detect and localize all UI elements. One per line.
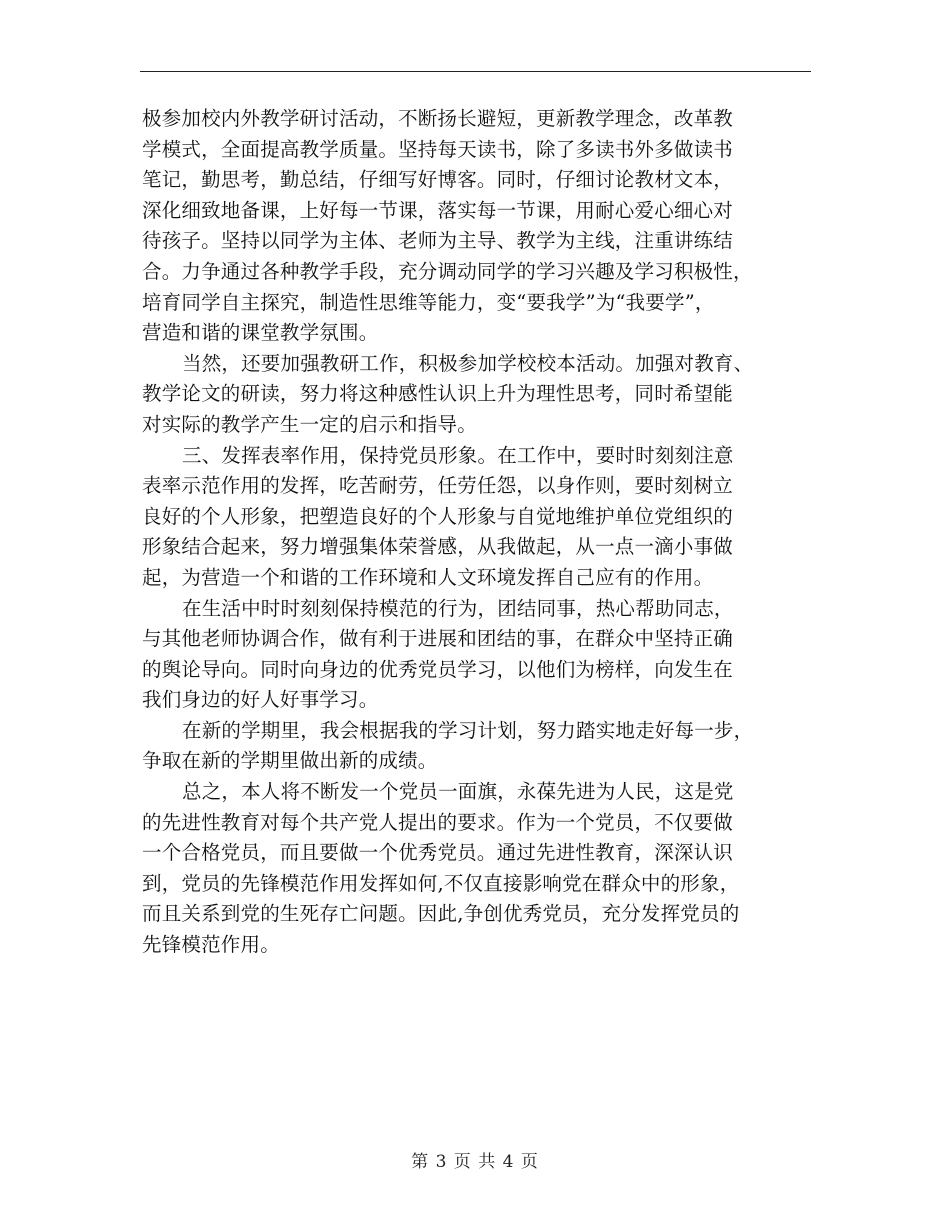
text-line: 营造和谐的课堂教学氛围。 [142,321,379,345]
text-line: 的先进性教育对每个共产党人提出的要求。作为一个党员，不仅要做 [142,810,734,834]
text-line: 总之，本人将不断发一个党员一面旗，永葆先进为人民，这是党 [182,780,734,804]
text-line: 教学论文的研读，努力将这种感性认识上升为理性思考，同时希望能 [142,382,734,406]
paragraph-1 [142,104,810,349]
text-line: 学模式，全面提高教学质量。坚持每天读书，除了多读书外多做读书 [142,137,734,161]
text-line: 合。力争通过各种教学手段，充分调动同学的学习兴趣及学习积极性， [142,259,753,283]
text-line: 对实际的教学产生一定的启示和指导。 [142,412,477,436]
text-line: 起，为营造一个和谐的工作环境和人文环境发挥自己应有的作用。 [142,565,714,589]
paragraph-3 [142,441,810,594]
text-line: 我们身边的好人好事学习。 [142,688,379,712]
paragraph-2 [142,349,810,441]
text-line: 三、发挥表率作用，保持党员形象。在工作中，要时时刻刻注意 [182,443,734,467]
text-line: 深化细致地备课，上好每一节课，落实每一节课，用耐心爱心细心对 [142,198,734,222]
text-line: 到，党员的先锋模范作用发挥如何,不仅直接影响党在群众中的形象， [142,871,740,895]
paragraph-4 [142,594,810,716]
text-line: 而且关系到党的生死存亡问题。因此,争创优秀党员，充分发挥党员的 [142,902,740,926]
text-line: 在生活中时时刻刻保持模范的行为，团结同事，热心帮助同志， [182,596,734,620]
text-line: 极参加校内外教学研讨活动，不断扬长避短，更新教学理念，改革教 [142,107,734,130]
paragraph-6 [142,777,810,961]
text-line: 争取在新的学期里做出新的成绩。 [142,749,438,773]
text-line: 表率示范作用的发挥，吃苦耐劳，任劳任怨，以身作则，要时刻树立 [142,474,734,498]
text-line: 的舆论导向。同时向身边的优秀党员学习，以他们为榜样，向发生在 [142,657,734,681]
text-line: 待孩子。坚持以同学为主体、老师为主导、教学为主线，注重讲练结 [142,229,734,253]
paragraph-5 [142,716,810,777]
body-text [142,104,810,961]
text-line: 良好的个人形象，把塑造良好的个人形象与自觉地维护单位党组织的 [142,504,734,528]
text-line: 当然，还要加强教研工作，积极参加学校校本活动。加强对教育、 [182,351,754,375]
text-line: 先锋模范作用。 [142,933,280,957]
text-line: 与其他老师协调合作，做有利于进展和团结的事，在群众中坚持正确 [142,627,734,651]
text-line: 培育同学自主探究，制造性思维等能力，变“要我学”为“我要学”， [142,290,715,314]
header-rule [140,71,811,72]
text-line: 在新的学期里，我会根据我的学习计划，努力踏实地走好每一步， [182,718,754,742]
text-line: 笔记，勤思考，勤总结，仔细写好博客。同时，仔细讨论教材文本， [142,168,734,192]
text-line: 一个合格党员，而且要做一个优秀党员。通过先进性教育，深深认识 [142,841,734,865]
text-line: 形象结合起来，努力增强集体荣誉感，从我做起，从一点一滴小事做 [142,535,734,559]
page-number: 第 3 页 共 4 页 [411,1152,539,1172]
